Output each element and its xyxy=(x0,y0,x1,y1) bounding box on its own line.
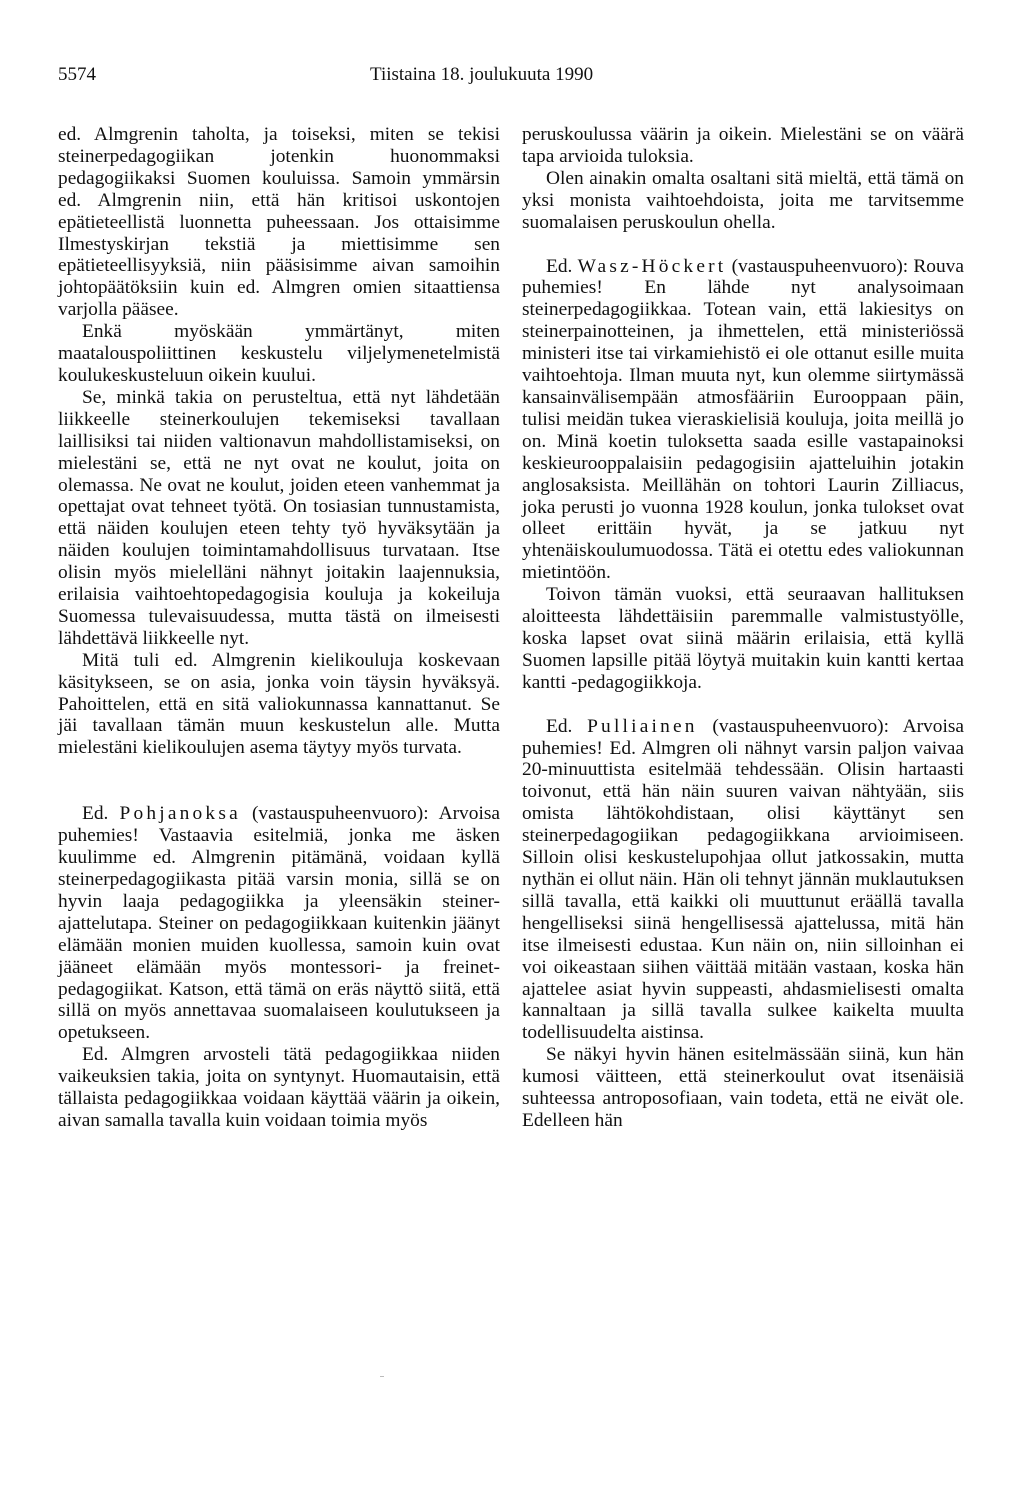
section-gap xyxy=(522,234,964,256)
speaker-name: Pohjanoksa xyxy=(119,803,241,825)
speaker-role: (vastauspuheenvuoro): xyxy=(712,715,889,737)
header-date: Tiistaina 18. joulukuuta 1990 xyxy=(370,64,594,85)
speaker-role: (vastauspuheenvuoro): xyxy=(251,803,429,825)
section-gap xyxy=(522,694,964,716)
paragraph: Mitä tuli ed. Almgrenin kielikouluja koskevaan käsitykseen, se on asia, jonka voin täysin hyväksyä. Pahoittelen, että en sitä valiokunnassa kannattanut. Se jäi tavallaan tämän muun keskustelun alle. Mutta mielestäni kielikoulujen asema täytyy myös turvata. xyxy=(58,649,500,759)
paragraph: Toivon tämän vuoksi, että seuraavan hallituksen aloitteesta lähdettäisiin paremmalle valmistustyölle, koska lapset ovat siinä määrin erilaisia, että kyllä Suomen lapsille pitää löytyä muitakin kuin kantti kertaa kantti -pedagogiikkoja. xyxy=(522,584,964,693)
speaker-prefix: Ed. xyxy=(82,803,109,825)
left-column xyxy=(58,124,500,1132)
section-gap xyxy=(58,759,500,803)
speech-paragraph xyxy=(522,256,964,585)
speech-text: Arvoisa puhemies! Vastaavia esitelmiä, jonka me äsken kuulimme ed. Almgrenin pitämänä, voidaan kyllä steinerpedagogiikasta pitää varsin monia, sillä se on hyvin laaja pedagogiikka ja yleensäkin steiner-ajattelutapa. Steiner on pedagogiikkaan kuitenkin jäänyt elämään monien muiden kuollessa, samoin kuin ovat jääneet elämään myös montessori- ja freinet-pedagogiikat. Katson, että tämä on eräs näyttö siitä, että sillä on myös annettavaa suomalaiseen koulutukseen ja opetukseen. xyxy=(58,803,500,1044)
paragraph: Se näkyi hyvin hänen esitelmässään siinä, kun hän kumosi väitteen, että steinerkoulut ovat itsenäisiä suhteessa antroposofiaan, vain todeta, että ne eivät ole. Edelleen hän xyxy=(522,1044,964,1131)
paragraph: peruskoulussa väärin ja oikein. Mielestäni se on väärä tapa arvioida tuloksia. xyxy=(522,124,964,167)
paragraph: Olen ainakin omalta osaltani sitä mieltä, että tämä on yksi monista vaihtoehdoista, joita me tarvitsemme suomalaisen peruskoulun ohella. xyxy=(522,167,964,233)
speaker-name: Wasz-Höckert xyxy=(577,255,727,277)
speech-text: Arvoisa puhemies! Ed. Almgren oli nähnyt varsin paljon vaivaa 20-minuuttista esitelmää tehdessään. Olisin hartaasti toivonut, että hän näin suuren vaivan nähtyään, siis omista lähtökohdistaan, olisi käyttänyt sen steinerpedagogiikan pedagogiikkana arvioimiseen. Silloin olisi keskustelupohjaa ollut jatkossakin, mutta nythän ei ollut näin. Hän oli tehnyt jännän muklautuksen sillä tavalla, että kaikki oli muuttunut eräällä tavalla hengelliseksi siinä hengellisessä ajattelussa, mitä hän itse ilmeisesti edustaa. Kun näin on, niin silloinhan ei voi oikeastaan siihen väittää mitään vastaan, koska hän ajattelee asiat hyvin suppeasti, ahdasmielisesti omalta kannaltaan ja sillä tavalla sulkee kaikelta muulta todellisuudelta aistinsa. xyxy=(522,715,964,1044)
speech-paragraph xyxy=(522,716,964,1045)
print-mark xyxy=(380,1376,384,1377)
speaker-role: (vastauspuheenvuoro): xyxy=(731,255,909,277)
paragraph: Ed. Almgren arvosteli tätä pedagogiikkaa niiden vaikeuksien takia, joita on syntynyt. Huomautaisin, että tällaista pedagogiikkaa voidaan käyttää väärin ja oikein, aivan samalla tavalla kuin voidaan toimia myös xyxy=(58,1044,500,1131)
page-number: 5574 xyxy=(58,64,96,85)
speaker-name: Pulliainen xyxy=(587,715,698,737)
speaker-prefix: Ed. xyxy=(546,715,573,737)
paragraph: Enkä myöskään ymmärtänyt, miten maatalouspoliittinen keskustelu viljelymenetelmistä koulukeskusteluun oikein kuului. xyxy=(58,321,500,386)
paragraph: Se, minkä takia on perusteltua, että nyt lähdetään liikkeelle steinerkoulujen tekemiseksi tavallaan laillisiksi tai niiden valtionavun mahdollistamiseksi, on mielestäni se, että ne nyt ovat ne koulut, joita on olemassa. Ne ovat ne koulut, joiden eteen vanhemmat ja opettajat ovat tehneet työtä. On tosiasian tunnustamista, että näiden koulujen eteen tehty työ hyväksytään ja näiden koulujen toimintamahdollisuus turvataan. Itse olisin myös mielelläni nähnyt joitakin laajennuksia, erilaisia vaihtoehtopedagogisia kouluja ja kokeiluja Suomessa tulevaisuudessa, mutta tästä on ilmeisesti lähdettävä liikkeelle nyt. xyxy=(58,386,500,649)
right-column xyxy=(522,124,964,1132)
speech-paragraph xyxy=(58,803,500,1044)
page-header xyxy=(58,64,964,90)
speech-text: Rouva puhemies! En lähde nyt analysoimaan steinerpedagogiikkaa. Totean vain, että lakiesitys on steinerpainotteinen, ja ihmettelen, että ministeriössä ministeri itse tai virkamiehistö ei ole ottanut esille muita vaihtoehtoja. Ilman muuta nyt, kun olemme siirtymässä kansainvälisempään atmosfääriin Eurooppaan päin, tulisi meidän tukea vieraskielisiä kouluja, joita meillä jo on. Minä koetin tuloksetta saada esille vastapainoksi keskieurooppalaisiin pedagogisiin ajatteluihin jotakin anglosaksista. Meillähän on tohtori Laurin Zilliacus, joka perusti jo vuonna 1928 koulun, jonka tulokset ovat olleet erittäin hyvät, ja se jatkuu nyt yhtenäiskoulumuodossa. Tätä ei otettu edes valiokunnan mietintöön. xyxy=(522,255,964,584)
speaker-prefix: Ed. xyxy=(546,255,573,277)
paragraph: ed. Almgrenin taholta, ja toiseksi, miten se tekisi steinerpedagogiikan jotenkin huonommaksi pedagogiikaksi Suomen kouluissa. Samoin ymmärsin ed. Almgrenin niin, että hän kritisoi uskontojen epätieteellistä luonnetta puheessaan. Jos ottaisimme Ilmestyskirjan tekstiä ja miettisimme sen epätieteellisyyksiä, niin pääsisimme aivan samoihin johtopäätöksiin kuin ed. Almgren omien sitaattiensa varjolla pääsee. xyxy=(58,124,500,321)
